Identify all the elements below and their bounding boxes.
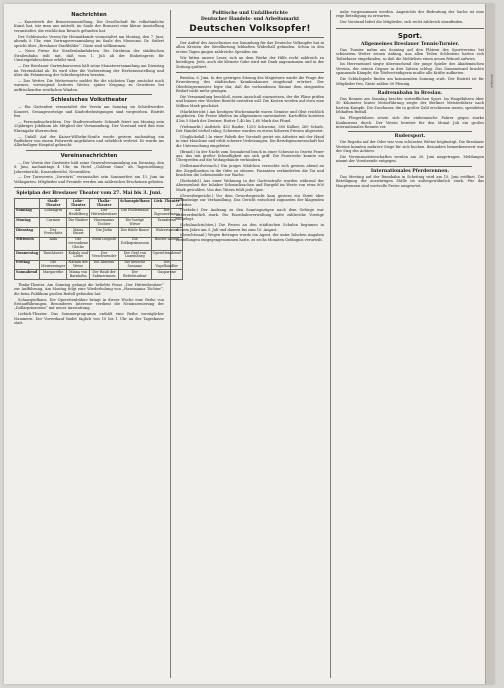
table-row xyxy=(15,260,183,270)
divider xyxy=(14,187,164,188)
table-cell: Die Dollarprinzessin xyxy=(118,237,151,250)
table-cell: Die Ahnfrau xyxy=(90,260,119,270)
table-header: Stadt-Theater xyxy=(40,199,67,209)
table-row xyxy=(15,251,183,261)
table-cell: Die lustige Witwe xyxy=(118,218,151,228)
schedule-title: Spielplan der Breslauer Theater vom 27. Mai bis 3. Juni. xyxy=(16,191,162,197)
section-subheading: Rudersport. xyxy=(394,134,426,140)
article-paragraph: — Ein Gartenfest veranstaltet der Verein am Sonntag im Schießwerder. Konzert, Gesangsvorträge und Kinderbelustigungen sind vorgesehen. Eintritt frei. xyxy=(14,105,164,118)
table-row xyxy=(15,208,183,218)
article-paragraph: — Kunstwerk der Brauereiausstellung. Die Gesellschaft für volkstümliche Kunst hat, wie man uns mitteilt, im Saale der Brauerei eine kleine Ausstellung veranstaltet, die reichlichen Besuch gefunden hat. xyxy=(14,20,164,33)
table-cell: Dienstag xyxy=(15,228,40,238)
table-cell: Mein Leopold xyxy=(90,237,119,250)
section-subheading: Allgemeines Breslauer Tennis-Turnier. xyxy=(360,41,460,47)
table-cell: Der Raub der Sabinerinnen xyxy=(90,270,119,280)
newspaper-page xyxy=(4,4,494,684)
table-cell: Die Jüdin xyxy=(90,228,119,238)
table-cell: Kabale und Liebe xyxy=(68,250,88,259)
table-row xyxy=(15,270,183,280)
table-cell: Hasemanns Töchter xyxy=(90,218,119,228)
table-cell: Freitag xyxy=(15,260,40,270)
article-paragraph: Der Vorstand bittet die Mitglieder, sich recht zahlreich einzufinden. xyxy=(340,20,464,25)
table-cell: Der fidele Bauer xyxy=(118,228,151,238)
article-paragraph: (Verkehr.) Der Andrang zu den Sonntagszügen nach dem Gebirge war außerordentlich stark. Die Eisenbahnverwaltung hatte zahlreiche Vorzüge eingelegt. xyxy=(176,208,324,222)
article-paragraph: (Selbstmordversuch.) Ein junges Mädchen versuchte sich gestern abend an der Ziegelbastion in die Oder zu stürzen. Passanten verhinderten die Tat und brachten die Lebensmüde zur Wache. xyxy=(176,164,324,178)
section-heading: Nachrichten xyxy=(71,12,107,18)
table-cell: Montag xyxy=(15,218,40,228)
table-cell: Der Bettelstudent xyxy=(118,270,151,280)
table-cell: Nathan der Weise xyxy=(68,260,88,268)
article-paragraph: Im Fliegerfahren setzte sich der einheimische Fahrer gegen starke Konkurrenz durch. Der Verein bereitet für den Monat Juli ein großes internationales Rennen vor. xyxy=(336,116,484,129)
table-header: Lobe-Theater xyxy=(67,199,90,209)
masthead-title: Deutschen Volksopfer! xyxy=(189,24,311,34)
table-row xyxy=(15,228,183,238)
section-subheading: Internationales Pferderennen. xyxy=(370,168,450,174)
divider xyxy=(176,72,324,73)
table-cell: Maria Stuart xyxy=(67,228,90,238)
article-paragraph: — Der Turnverein „Vorwärts“ veranstaltet sein Sommerfest am 13. Juni im Volksgarten. Mitglieder und Freunde werden um zahlreiches Erscheinen gebeten. xyxy=(14,175,164,184)
table-header xyxy=(15,199,40,209)
article-paragraph: — Personalnachrichten. Der Stadtverordnete Schmidt feiert am Montag sein 25jähriges Jubiläum als Mitglied der Versammlung. Der Vorstand wird ihm eine Ehrengabe überreichen. xyxy=(14,119,164,133)
table-cell: Die Fledermaus xyxy=(118,208,151,218)
table-cell: Mittwoch xyxy=(15,237,40,250)
table-cell: Tanzabend xyxy=(151,218,182,228)
article-paragraph: — Unfall. Auf der Kaiser-Wilhelm-Straße wurde gestern nachmittag ein Radfahrer von einem Fuhrwerk angefahren und erheblich verletzt. Er wurde ins Allerheiligen-Hospital gebracht. xyxy=(14,134,164,148)
article-paragraph: Das Turnier nahm am Sonntag auf den Plätzen des Sportvereins bei schönstem Wetter seinen Anfang. Aus allen Teilen Schlesiens hatten sich Teilnehmer eingefunden, so daß die Meldeliste einen neuen Rekord aufwies. xyxy=(336,47,484,61)
table-header: Thalia-Theater xyxy=(90,199,119,209)
column-rule xyxy=(170,10,171,678)
column-rule xyxy=(330,10,331,678)
table-cell: Aida xyxy=(40,237,67,250)
article-paragraph: Das Rennen am Sonntag brachte vortrefflichen Sport. Im Hauptfahren über 50 Kilometer hinter Motorführung siegte der Berliner Meisterfahrer nach hartem Kampfe. Die Zuschauer, die in großer Zahl erschienen waren, spendeten lebhaften Beifall. xyxy=(336,96,484,115)
table-cell: Die Meistersinger xyxy=(41,260,66,268)
section-heading-sport: Sport. xyxy=(397,31,423,40)
article-paragraph: Die Vereinsmeisterschaften werden am 20. Juni ausgetragen. Meldungen nimmt der Vorsitzende entgegen. xyxy=(336,155,484,164)
table-cell: Bunter Abend xyxy=(151,237,182,250)
table-header: Schauspielhaus xyxy=(118,199,151,209)
article-paragraph: Im Herreneinzel siegte überraschend der junge Spieler des Akademischen Vereins, der seinen Gegner in drei Sätzen schlug. Das Dameneinzel brachte spannende Kämpfe; die Titelverteidigerin mußte alle Kräfte aufbieten. xyxy=(336,62,484,76)
article-paragraph: — Der Breslauer Gartenbauverein hält seine Monatsversammlung am Dienstag im Vereinslokal ab. Es wird über die Vorbereitung der Herbstausstellung und über die Prämierung der Schrebergärten beraten. xyxy=(14,64,164,77)
article-paragraph: — Das Wetter. Die Wetterwarte meldet für die nächsten Tage zunächst noch warmes, vorwiegend heiteres Wetter, später Neigung zu Gewittern bei auffrischenden westlichen Winden. xyxy=(14,78,164,92)
table-cell: Margarethe xyxy=(40,270,67,280)
divider xyxy=(348,131,472,132)
column-middle xyxy=(176,10,324,678)
article-paragraph: Thalia-Theater. Am Sonntag gelangt die beliebte Posse „Der Hüttenbesitzer“ zur Aufführung. Am Montag folgt eine Wiederholung von „Hasemanns Töchter“, die beim Publikum großen Beifall gefunden hat. xyxy=(14,282,164,296)
article-paragraph: Die Schlußspiele finden am kommenden Sonntag statt. Der Eintritt ist für Mitglieder frei, Gäste zahlen 50 Pfennig. xyxy=(336,77,484,86)
section-heading: Schlesisches Volkstheater xyxy=(50,97,128,104)
column-right xyxy=(336,10,484,678)
table-cell: Carmen xyxy=(40,218,67,228)
article-paragraph: — Der Verein der Gastwirte hält seine Generalversammlung am Dienstag, den 8. Juni, nachmittags 4 Uhr, im Hotel „Goldene Gans“ ab. Tagesordnung: Jahresbericht, Kassenbericht, Neuwahlen. xyxy=(14,160,164,174)
table-header-row xyxy=(15,199,183,209)
article-paragraph: (Diebstahl.) Aus einer Wohnung in der Gartenstraße wurden während der Abwesenheit der Inhaber Schmucksachen und Bargeld im Werte von etwa 800 Mark gestohlen. Von den Tätern fehlt jede Spur. xyxy=(176,178,324,192)
table-cell: Der Graf von Luxemburg xyxy=(118,251,151,261)
article-paragraph: Die Regatta auf der Oder war vom schönsten Wetter begünstigt. Die Breslauer Vereine konnten mehrere Siege für sich buchen. Besonders bemerkenswert war der Sieg des Achters. xyxy=(336,140,484,154)
edge-text: Anzeigen xyxy=(490,74,494,89)
article-paragraph: Liebich-Theater. Das Sommerprogramm enthält eine Reihe vorzüglicher Nummern. Der Vorverkauf findet täglich von 10 bis 1 Uhr an der Tageskasse statt. xyxy=(14,312,164,326)
table-row xyxy=(15,218,183,228)
table-cell: Minna von Barnhelm xyxy=(67,270,90,280)
table-cell: Gasparone xyxy=(151,270,182,280)
table-cell: Die Räuber xyxy=(67,218,90,228)
article-paragraph: Wir bitten unsere Leser, sich an dem Werke der Hilfe recht zahlreich zu beteiligen. Jede, auch die kleinste Gabe wird mit Dank angenommen und in der Zeitung quittiert. xyxy=(176,55,324,69)
table-cell: Sonnabend xyxy=(15,270,40,280)
table-cell: Lohengrin xyxy=(40,208,67,218)
column-left xyxy=(14,10,181,678)
table-cell: Die versunkene Glocke xyxy=(68,237,89,249)
article-paragraph: (Viehmarkt.) Auftrieb: 420 Rinder, 1250 Schweine, 380 Kälber, 260 Schafe. Der Handel verlief ruhig; Schweine wurden zu etwas höheren Preisen abgesetzt. xyxy=(176,124,324,133)
article-paragraph: (Gerichtssaal.) Wegen Betruges wurde ein Agent, der unter falschen Angaben Bestellungen entgegengenommen hatte, zu sechs Monaten Gefängnis verurteilt. xyxy=(176,233,324,242)
divider xyxy=(176,37,324,38)
article-paragraph: Breslau, 6. Juni. In der gestrigen Sitzung des Magistrats wurde die Frage der Erweiterung des städtischen Krankenhauses eingehend erörtert. Der Oberbürgermeister legte dar, daß die vorhandenen Räume dem steigenden Bedarf nicht mehr genügen. xyxy=(176,75,324,94)
table-cell: Der Verschwender xyxy=(90,251,119,261)
table-cell: Donnerstag xyxy=(15,251,40,261)
table-cell: Walzertraum xyxy=(151,228,182,238)
table-cell: Der Zigeunerbaron xyxy=(151,208,182,218)
adjacent-page-edge xyxy=(485,4,494,684)
table-cell: Der Vogelhändler xyxy=(151,260,182,270)
divider xyxy=(26,150,152,151)
article-paragraph: — Neue Preise für Straßenbahnfahrten. Die Direktion der städtischen Straßenbahn teilt mit, daß vom 1. Juli ab der Einheitspreis für Umsteigefahrscheine erhöht wird. xyxy=(14,49,164,63)
table-cell: Der Freischütz xyxy=(40,228,67,238)
divider xyxy=(348,166,472,167)
table-header: Lieb. Theater xyxy=(151,199,182,209)
table-cell: Die keusche Susanne xyxy=(118,260,151,270)
masthead-line: Deutscher Handels- und Arbeitsmarkt xyxy=(200,17,300,22)
table-cell: Tannhäuser xyxy=(40,251,67,261)
article-paragraph: nahe vorgenommen werden. Angesichts der Bedeutung der Sache ist eine rege Beteiligung zu erwarten. xyxy=(336,10,484,19)
article-paragraph: (Unglücksfall.) In einer Fabrik der Vorstadt geriet ein Arbeiter mit der Hand in eine Maschine und erlitt schwere Verletzungen. Die Berufsgenossenschaft hat die Untersuchung eingeleitet. xyxy=(176,134,324,148)
article-paragraph: Die Versammlung beschloß, einen Ausschuß einzusetzen, der die Pläne prüfen und binnen vier Wochen Bericht erstatten soll. Die Kosten werden auf etwa eine Million Mark geschätzt. xyxy=(176,95,324,108)
theater-schedule-table xyxy=(14,198,183,280)
divider xyxy=(336,28,484,29)
article-paragraph: (Marktbericht.) Am heutigen Wochenmarkt waren Gemüse und Obst reichlich angeboten. Die Preise blieben im allgemeinen unverändert. Kartoffeln kosteten 4 bis 5 Mark der Zentner, Butter 1,40 bis 1,60 Mark das Pfund. xyxy=(176,109,324,123)
table-row xyxy=(15,237,183,250)
article-paragraph: Der Aufruf des Ausschusses zur Sammlung für das Deutsche Volksopfer hat in allen Kreisen der Bevölkerung lebhaften Widerhall gefunden. Schon in den ersten Tagen gingen zahlreiche Spenden ein. xyxy=(176,41,324,54)
article-paragraph: (Schulnachrichten.) Die Ferien an den städtischen Schulen beginnen in diesem Jahre am 3. Juli und dauern bis zum 10. August. xyxy=(176,223,324,232)
section-heading: Vereinsnachrichten xyxy=(60,152,118,159)
article-paragraph: Der Schlesische Verein für Heimatkunde veranstaltet am Montag, den 7. Juni, abends 8 Uhr, eine Vortragsversammlung im Saale des Museums. Dr. Seifert spricht über „Breslauer Stadtbilder“. Gäste sind willkommen. xyxy=(14,34,164,48)
article-paragraph: Das Meeting auf der Rennbahn in Scheitnig wird am 15. Juni eröffnet. Die Beteiligung der auswärtigen Ställe ist außergewöhnlich stark. Für das Hauptrennen sind wertvolle Preise ausgesetzt. xyxy=(336,174,484,188)
masthead-line: Politische und Unfallberichte xyxy=(212,11,288,16)
article-paragraph: Schauspielhaus. Die Operettenbühne bringt in dieser Woche eine Reihe von Erstaufführungen. Besonderes Interesse verdient die Neuinszenierung der „Dollarprinzessin“ mit neuer Ausstattung. xyxy=(14,297,164,311)
section-subheading: Radrennbahn in Breslau. xyxy=(377,90,443,96)
article-paragraph: (Brand.) In der Nacht zum Sonnabend brach in einer Scheune in Oswitz Feuer aus, das mit großer Schnelligkeit um sich griff. Die Feuerwehr konnte ein Übergreifen auf die Wohngebäude verhindern. xyxy=(176,149,324,163)
divider xyxy=(26,94,152,95)
table-cell: Operettenabend xyxy=(151,251,182,261)
divider xyxy=(348,88,472,89)
table-cell: Sonntag xyxy=(15,208,40,218)
table-cell: Der Hüttenbesitzer xyxy=(91,208,117,217)
article-paragraph: (Gewerbegericht.) Vor dem Gewerbegericht kam gestern ein Streit über Lohnabzüge zur Verhandlung. Das Gericht entschied zugunsten der klagenden Arbeiter. xyxy=(176,193,324,207)
table-cell: Alt-Heidelberg xyxy=(68,208,88,217)
